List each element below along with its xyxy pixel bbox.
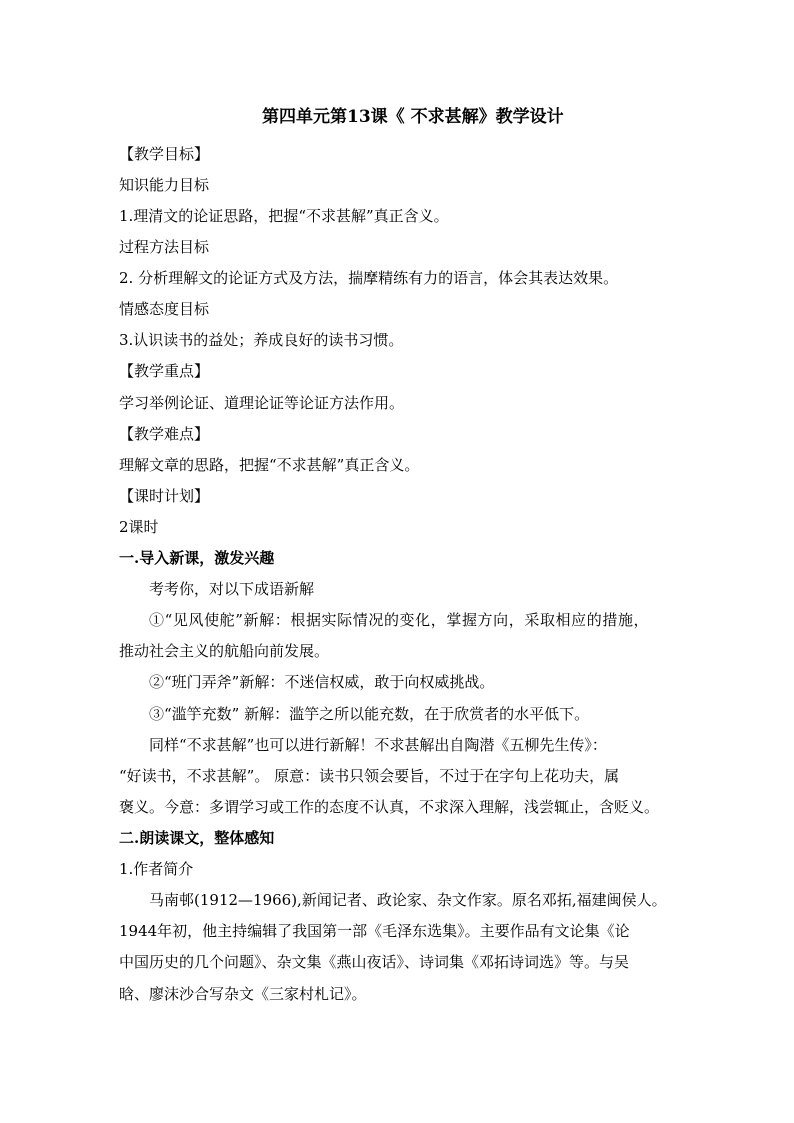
paragraph-difficulties: 理解文章的思路，把握“不求甚解”真正含义。 [119,456,420,474]
paragraph-idiom-3: ③“滥竽充数” 新解：滥竽之所以能充数，在于欣赏者的水平低下。 [149,705,590,723]
paragraph-goal-2: 2. 分析理解文的论证方式及方法，揣摩精练有力的语言，体会其表达效果。 [119,269,619,287]
subheading-attitude-goal: 情感态度目标 [119,300,210,318]
section-heading-teaching-goals: 【教学目标】 [119,145,210,163]
paragraph-idiom-intro: 考考你，对以下成语新解 [149,580,315,598]
paragraph-goal-3: 3.认识读书的益处；养成良好的读书习惯。 [119,331,404,349]
section-heading-difficulties: 【教学难点】 [119,425,210,443]
section-heading-reading: 二.朗读课文，整体感知 [119,829,275,847]
paragraph-author-4: 晗、廖沫沙合写杂文《三家村札记》。 [119,985,367,1003]
paragraph-author-1: 马南邨(1912—1966),新闻记者、政论家、杂文作家。原名邓拓,福建闽侯人。 [149,891,667,909]
paragraph-buqiu-origin: 同样“不求甚解”也可以进行新解！不求甚解出自陶潜《五柳先生传》： [149,736,607,754]
section-heading-key-points: 【教学重点】 [119,362,210,380]
paragraph-idiom-1-cont: 推动社会主义的航船向前发展。 [119,642,330,660]
paragraph-idiom-2: ②“班门弄斧”新解：不迷信权威，敢于向权威挑战。 [149,673,495,691]
paragraph-goal-1: 1.理清文的论证思路，把握“不求甚解”真正含义。 [119,207,449,225]
paragraph-key-points: 学习举例论证、道理论证等论证方法作用。 [119,394,405,412]
paragraph-buqiu-meaning-cont: 褒义。今意：多谓学习或工作的态度不认真，不求深入理解，浅尝辄止，含贬义。 [119,798,660,816]
paragraph-author-2: 1944年初，他主持编辑了我国第一部《毛泽东选集》。主要作品有文论集《论 [119,922,630,940]
paragraph-buqiu-meaning: “好读书，不求甚解”。 原意：读书只领会要旨，不过于在字句上花功夫，属 [119,767,620,785]
paragraph-schedule: 2课时 [119,518,159,536]
section-heading-introduction: 一.导入新课，激发兴趣 [119,549,275,567]
paragraph-idiom-1: ①“见风使舵”新解：根据实际情况的变化，掌握方向，采取相应的措施， [149,611,650,629]
subheading-process-goal: 过程方法目标 [119,238,210,256]
document-title: 第四单元第13课《 不求甚解》教学设计 [262,107,564,127]
section-heading-schedule: 【课时计划】 [119,487,210,505]
paragraph-author-3: 中国历史的几个问题》、杂文集《燕山夜话》、诗词集《邓拓诗词选》等。与吴 [119,953,630,971]
subheading-author-intro: 1.作者简介 [119,860,194,878]
subheading-knowledge-goal: 知识能力目标 [119,176,210,194]
